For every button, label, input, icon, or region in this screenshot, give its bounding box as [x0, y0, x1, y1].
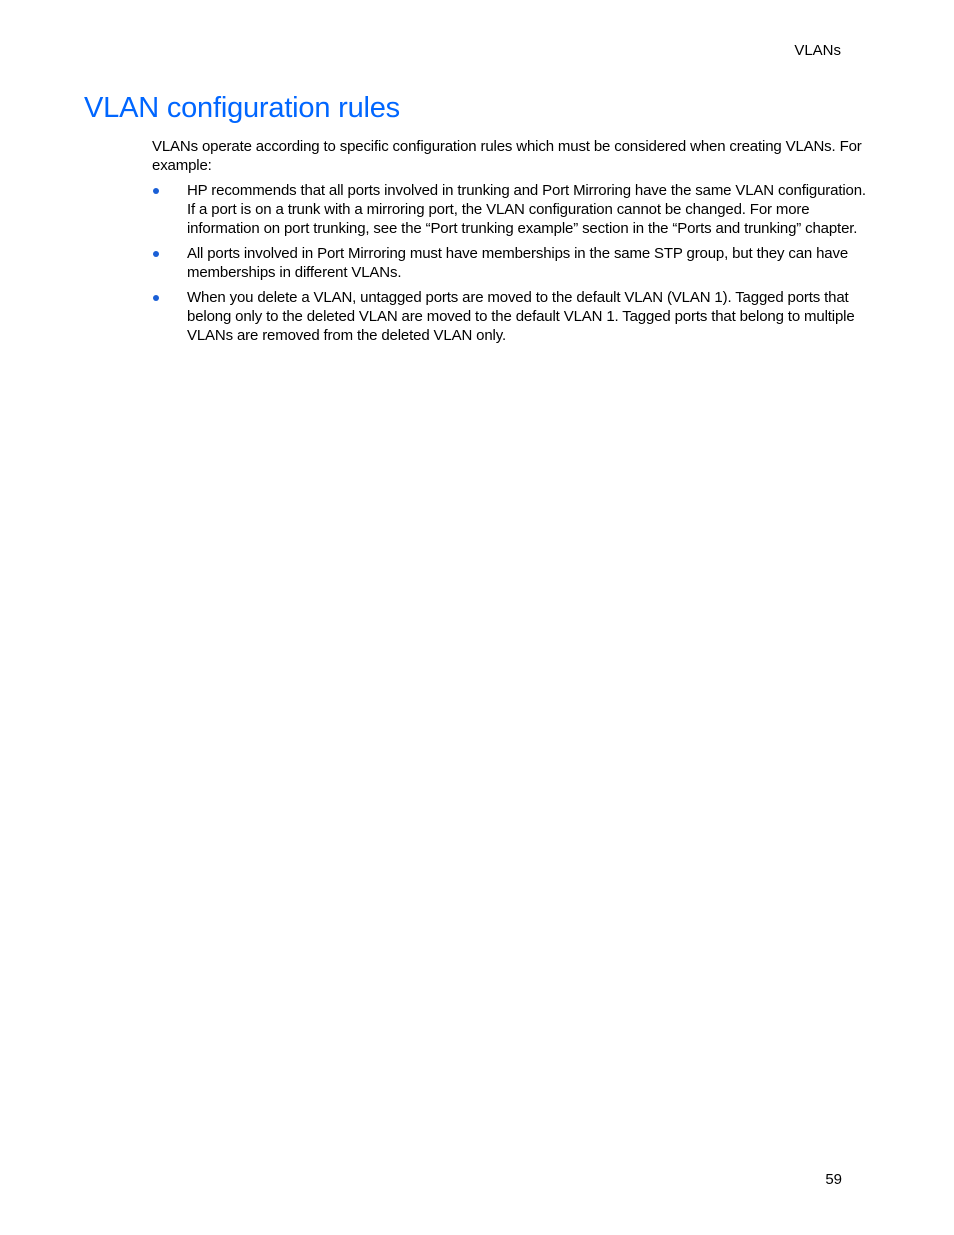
running-header: VLANs [794, 42, 841, 59]
list-item [152, 244, 874, 282]
list-item-text: When you delete a VLAN, untagged ports are moved to the default VLAN (VLAN 1). Tagged ports that belong only to the deleted VLAN are moved to the default VLAN 1. Tagged ports that belong to multiple VLANs are removed from the deleted VLAN only. [187, 289, 855, 344]
page-number: 59 [825, 1171, 842, 1188]
section-body [152, 137, 874, 351]
list-item-text: All ports involved in Port Mirroring must have memberships in the same STP group, but they can have memberships in different VLANs. [187, 245, 849, 281]
section-title: VLAN configuration rules [84, 92, 400, 124]
list-item-text: HP recommends that all ports involved in trunking and Port Mirroring have the same VLAN configuration. If a port is on a trunk with a mirroring port, the VLAN configuration cannot be changed. For more information on port trunking, see the “Port trunking example” section in the “Ports and trunking” chapter. [187, 182, 866, 237]
intro-paragraph: VLANs operate according to specific configuration rules which must be considered when creating VLANs. For example: [152, 138, 862, 174]
bullet-icon [153, 251, 159, 257]
rules-list [152, 181, 874, 345]
list-item [152, 181, 874, 238]
list-item [152, 288, 874, 345]
bullet-icon [153, 188, 159, 194]
bullet-icon [153, 295, 159, 301]
